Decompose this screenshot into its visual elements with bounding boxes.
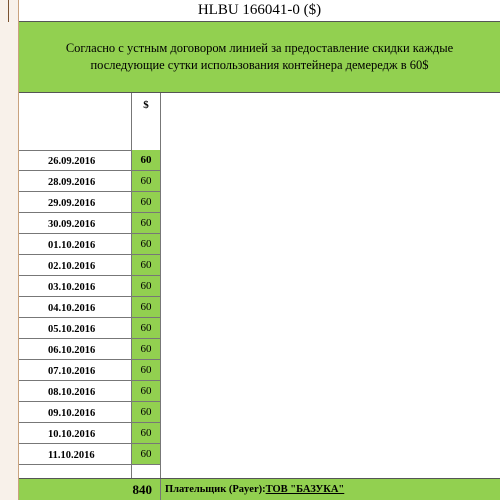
table-row	[19, 360, 161, 381]
row-date: 28.09.2016	[48, 177, 96, 188]
row-date: 03.10.2016	[48, 282, 96, 293]
table-row	[19, 276, 161, 297]
row-amount: 60	[131, 381, 161, 401]
demurrage-sheet	[19, 93, 500, 478]
table-row	[19, 339, 161, 360]
row-amount: 60	[131, 318, 161, 338]
row-amount: 60	[131, 192, 161, 212]
row-amount: 60	[131, 423, 161, 443]
table-row	[19, 297, 161, 318]
total-amount: 840	[19, 479, 161, 500]
row-date: 29.09.2016	[48, 198, 96, 209]
row-date: 06.10.2016	[48, 345, 96, 356]
payer-info	[161, 484, 344, 495]
gutter-line	[8, 0, 9, 22]
row-date: 11.10.2016	[48, 450, 95, 461]
payer-label: Плательщик (Payer):	[165, 484, 266, 495]
row-date: 02.10.2016	[48, 261, 96, 272]
row-amount: 60	[131, 360, 161, 380]
row-amount: 60	[131, 171, 161, 191]
table-row	[19, 402, 161, 423]
table-row	[19, 150, 161, 171]
row-date: 09.10.2016	[48, 408, 96, 419]
container-title: HLBU 166041-0 ($)	[19, 0, 500, 22]
date-header-cell	[19, 93, 131, 151]
row-date: 26.09.2016	[48, 156, 96, 167]
row-date: 04.10.2016	[48, 303, 96, 314]
row-date: 05.10.2016	[48, 324, 96, 335]
row-amount: 60	[131, 297, 161, 317]
row-date: 07.10.2016	[48, 366, 96, 377]
table-rows	[19, 150, 161, 465]
table-row	[19, 381, 161, 402]
row-date: 08.10.2016	[48, 387, 96, 398]
table-row	[19, 171, 161, 192]
left-gutter	[0, 0, 19, 500]
row-amount: 60	[131, 213, 161, 233]
table-row	[19, 444, 161, 465]
row-date: 30.09.2016	[48, 219, 96, 230]
row-amount: 60	[131, 150, 161, 170]
payer-name: ТОВ "БАЗУКА"	[265, 484, 345, 495]
discount-notice: Согласно с устным договором линией за предоставление скидки каждые последующие сутки использования контейнера демередж в 60$	[19, 22, 500, 93]
table-row	[19, 318, 161, 339]
row-amount: 60	[131, 444, 161, 464]
row-date: 10.10.2016	[48, 429, 96, 440]
row-amount: 60	[131, 276, 161, 296]
row-amount: 60	[131, 234, 161, 254]
currency-header: $	[143, 99, 149, 111]
table-row	[19, 234, 161, 255]
row-date: 01.10.2016	[48, 240, 96, 251]
row-amount: 60	[131, 402, 161, 422]
row-amount: 60	[131, 255, 161, 275]
table-row	[19, 213, 161, 234]
footer-row	[19, 478, 500, 500]
table-row	[19, 423, 161, 444]
row-amount: 60	[131, 339, 161, 359]
table-row	[19, 255, 161, 276]
table-row	[19, 192, 161, 213]
